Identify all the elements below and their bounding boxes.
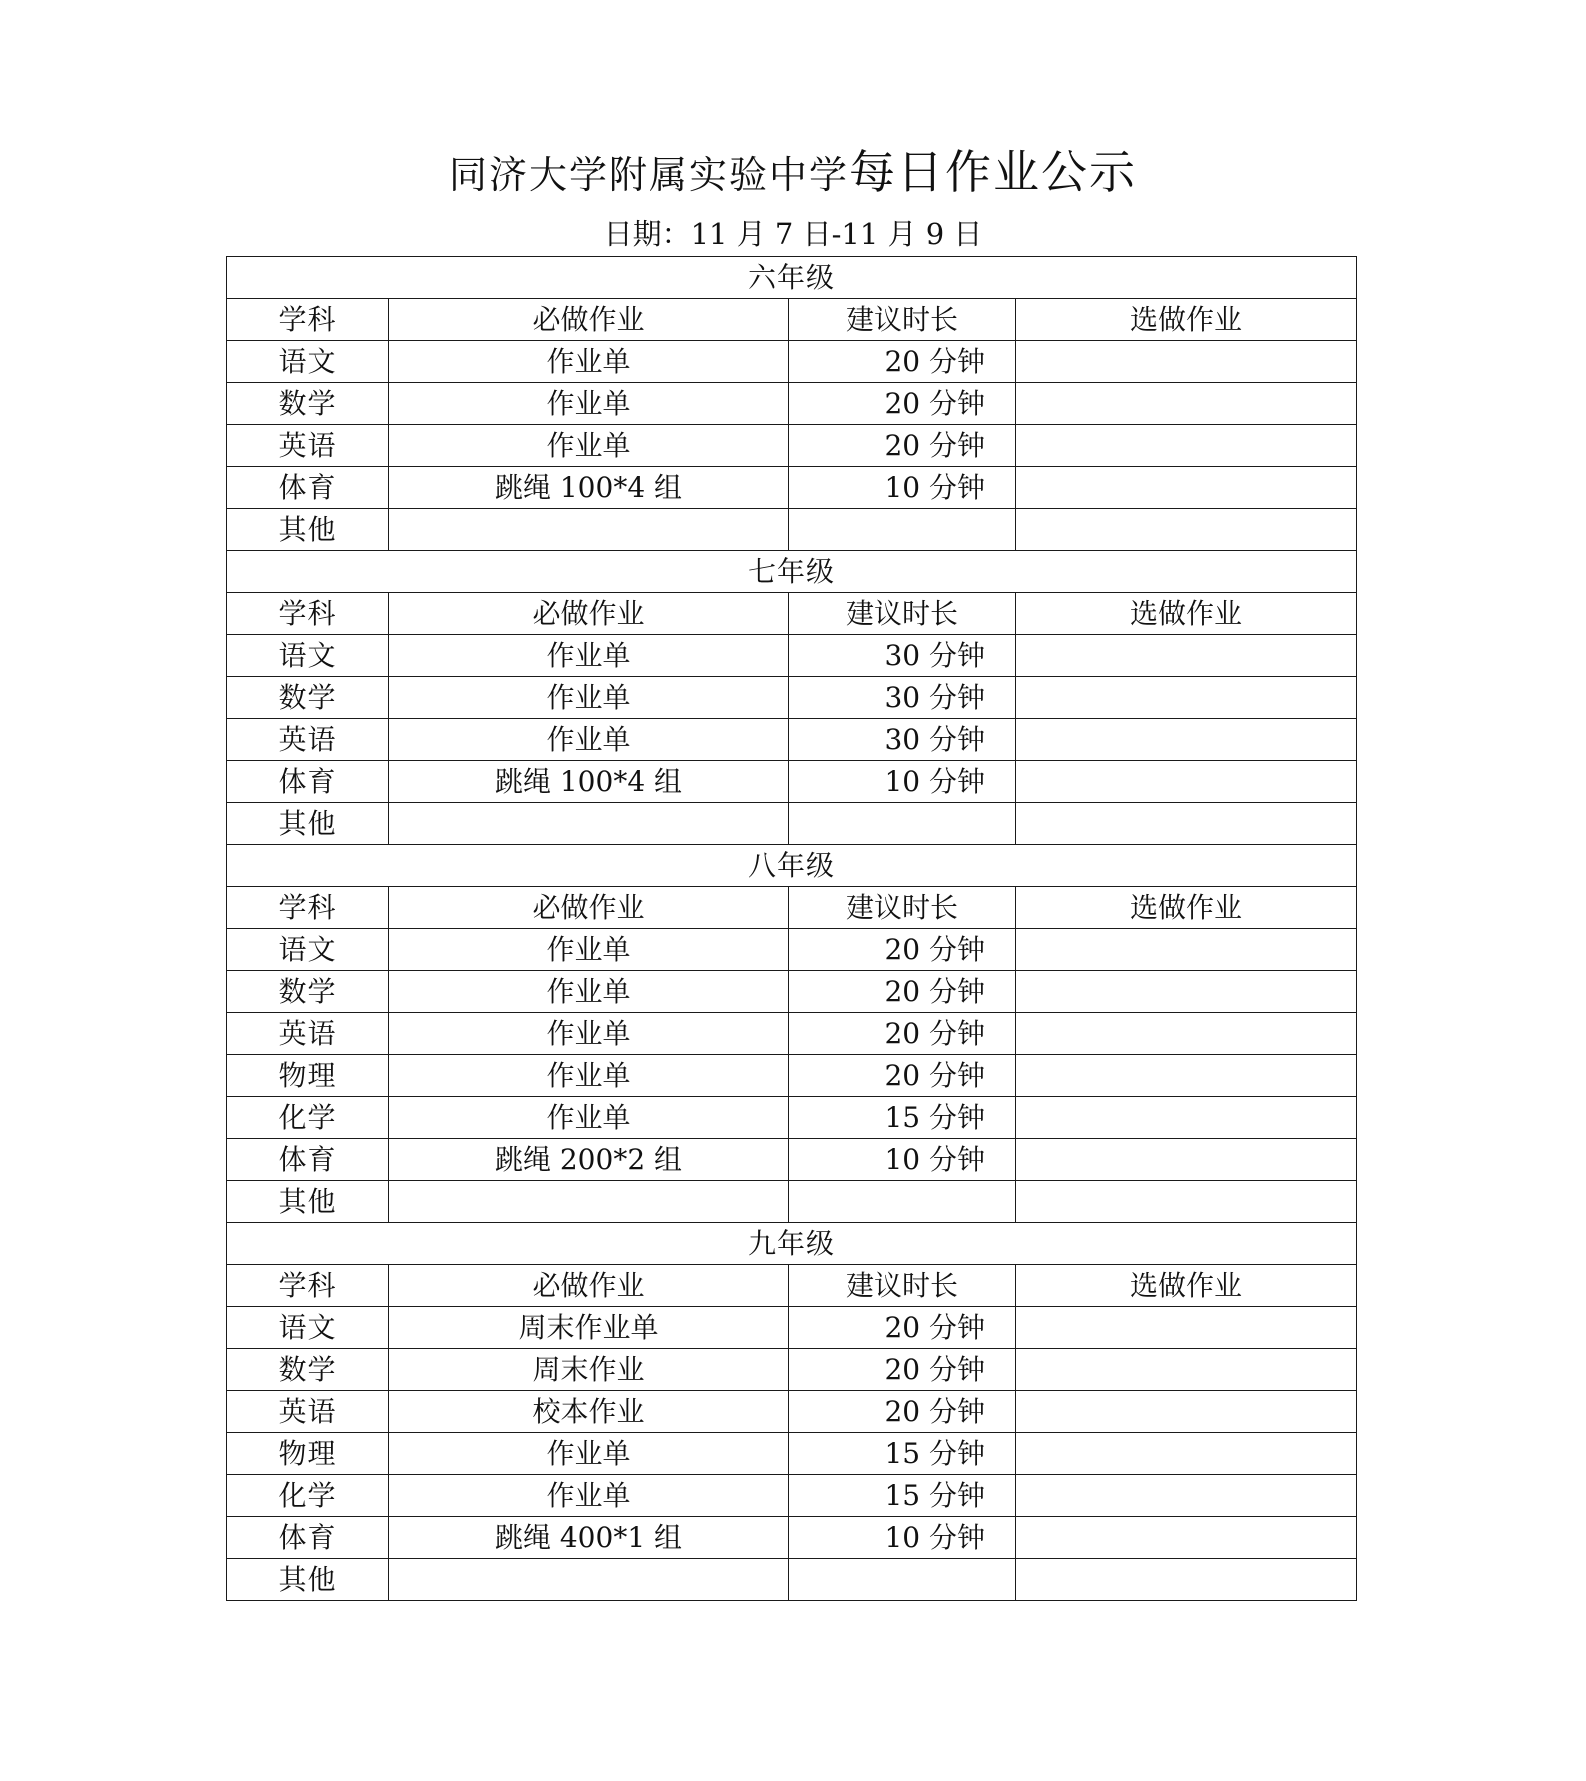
- header-optional: 选做作业: [1016, 1265, 1357, 1307]
- cell-required: 作业单: [389, 635, 789, 677]
- cell-required: 作业单: [389, 425, 789, 467]
- cell-subject: 体育: [227, 467, 389, 509]
- grade-heading: 六年级: [227, 257, 1357, 299]
- cell-optional: [1016, 425, 1357, 467]
- cell-duration: 15 分钟: [789, 1475, 1016, 1517]
- header-duration: 建议时长: [789, 593, 1016, 635]
- table-row: [227, 1475, 1357, 1517]
- header-duration: 建议时长: [789, 299, 1016, 341]
- cell-subject: 英语: [227, 1013, 389, 1055]
- header-duration: 建议时长: [789, 887, 1016, 929]
- grade-heading: 八年级: [227, 845, 1357, 887]
- table-row: [227, 1433, 1357, 1475]
- cell-required: [389, 1181, 789, 1223]
- grade-heading-row: [227, 551, 1357, 593]
- table-row: [227, 677, 1357, 719]
- cell-optional: [1016, 1349, 1357, 1391]
- cell-duration: [789, 1559, 1016, 1601]
- table-row: [227, 1139, 1357, 1181]
- cell-subject: 其他: [227, 1181, 389, 1223]
- column-header-row: [227, 1265, 1357, 1307]
- cell-duration: 20 分钟: [789, 1055, 1016, 1097]
- cell-subject: 体育: [227, 1139, 389, 1181]
- cell-required: 作业单: [389, 1055, 789, 1097]
- cell-duration: 20 分钟: [789, 1349, 1016, 1391]
- header-optional: 选做作业: [1016, 593, 1357, 635]
- cell-duration: 10 分钟: [789, 1139, 1016, 1181]
- grade-heading: 七年级: [227, 551, 1357, 593]
- cell-optional: [1016, 1097, 1357, 1139]
- cell-subject: 化学: [227, 1097, 389, 1139]
- cell-optional: [1016, 1391, 1357, 1433]
- cell-optional: [1016, 971, 1357, 1013]
- cell-optional: [1016, 929, 1357, 971]
- notice-title: 每日作业公示: [849, 145, 1137, 199]
- cell-duration: 10 分钟: [789, 467, 1016, 509]
- cell-duration: 20 分钟: [789, 1391, 1016, 1433]
- cell-required: [389, 803, 789, 845]
- header-subject: 学科: [227, 593, 389, 635]
- table-row: [227, 1055, 1357, 1097]
- cell-subject: 数学: [227, 971, 389, 1013]
- cell-optional: [1016, 467, 1357, 509]
- cell-subject: 数学: [227, 1349, 389, 1391]
- cell-optional: [1016, 1517, 1357, 1559]
- table-row: [227, 719, 1357, 761]
- table-row: [227, 1097, 1357, 1139]
- table-row: [227, 509, 1357, 551]
- grade-heading-row: [227, 1223, 1357, 1265]
- cell-required: 校本作业: [389, 1391, 789, 1433]
- cell-subject: 其他: [227, 1559, 389, 1601]
- cell-subject: 化学: [227, 1475, 389, 1517]
- header-required: 必做作业: [389, 299, 789, 341]
- page-title: [0, 142, 1586, 202]
- cell-required: [389, 1559, 789, 1601]
- column-header-row: [227, 593, 1357, 635]
- header-required: 必做作业: [389, 1265, 789, 1307]
- cell-required: 作业单: [389, 1013, 789, 1055]
- cell-optional: [1016, 1475, 1357, 1517]
- table-row: [227, 1307, 1357, 1349]
- grade-heading-row: [227, 257, 1357, 299]
- cell-duration: [789, 1181, 1016, 1223]
- cell-duration: 30 分钟: [789, 677, 1016, 719]
- cell-subject: 数学: [227, 677, 389, 719]
- cell-subject: 体育: [227, 761, 389, 803]
- cell-subject: 物理: [227, 1433, 389, 1475]
- cell-required: 作业单: [389, 929, 789, 971]
- cell-required: 跳绳 100*4 组: [389, 467, 789, 509]
- cell-optional: [1016, 1433, 1357, 1475]
- table-row: [227, 1391, 1357, 1433]
- header-optional: 选做作业: [1016, 887, 1357, 929]
- header-subject: 学科: [227, 1265, 389, 1307]
- header-subject: 学科: [227, 887, 389, 929]
- cell-subject: 英语: [227, 719, 389, 761]
- cell-duration: 20 分钟: [789, 425, 1016, 467]
- cell-subject: 体育: [227, 1517, 389, 1559]
- cell-required: 周末作业单: [389, 1307, 789, 1349]
- cell-required: 跳绳 200*2 组: [389, 1139, 789, 1181]
- cell-required: 作业单: [389, 677, 789, 719]
- cell-optional: [1016, 719, 1357, 761]
- date-range: 日期：11 月 7 日-11 月 9 日: [603, 217, 983, 251]
- table-row: [227, 1559, 1357, 1601]
- table-row: [227, 803, 1357, 845]
- header-optional: 选做作业: [1016, 299, 1357, 341]
- school-name: 同济大学附属实验中学: [448, 153, 849, 197]
- table-row: [227, 1181, 1357, 1223]
- cell-duration: 20 分钟: [789, 341, 1016, 383]
- cell-optional: [1016, 635, 1357, 677]
- cell-optional: [1016, 1559, 1357, 1601]
- cell-optional: [1016, 803, 1357, 845]
- cell-subject: 其他: [227, 509, 389, 551]
- cell-optional: [1016, 383, 1357, 425]
- table-row: [227, 341, 1357, 383]
- cell-required: 作业单: [389, 1475, 789, 1517]
- cell-subject: 语文: [227, 1307, 389, 1349]
- cell-optional: [1016, 1013, 1357, 1055]
- cell-optional: [1016, 1181, 1357, 1223]
- cell-optional: [1016, 761, 1357, 803]
- cell-required: [389, 509, 789, 551]
- cell-required: 作业单: [389, 1433, 789, 1475]
- table-row: [227, 929, 1357, 971]
- cell-subject: 语文: [227, 341, 389, 383]
- cell-subject: 语文: [227, 635, 389, 677]
- cell-subject: 其他: [227, 803, 389, 845]
- cell-duration: 10 分钟: [789, 1517, 1016, 1559]
- cell-duration: 30 分钟: [789, 635, 1016, 677]
- cell-required: 作业单: [389, 971, 789, 1013]
- cell-subject: 英语: [227, 1391, 389, 1433]
- grade-heading-row: [227, 845, 1357, 887]
- table-row: [227, 971, 1357, 1013]
- column-header-row: [227, 887, 1357, 929]
- cell-duration: 15 分钟: [789, 1097, 1016, 1139]
- cell-required: 作业单: [389, 383, 789, 425]
- cell-optional: [1016, 1055, 1357, 1097]
- homework-table: [226, 256, 1357, 1601]
- table-row: [227, 635, 1357, 677]
- table-row: [227, 1349, 1357, 1391]
- cell-optional: [1016, 341, 1357, 383]
- column-header-row: [227, 299, 1357, 341]
- cell-duration: 20 分钟: [789, 1013, 1016, 1055]
- table-row: [227, 467, 1357, 509]
- cell-subject: 数学: [227, 383, 389, 425]
- cell-subject: 语文: [227, 929, 389, 971]
- table-row: [227, 1517, 1357, 1559]
- cell-duration: 15 分钟: [789, 1433, 1016, 1475]
- table-row: [227, 1013, 1357, 1055]
- header-required: 必做作业: [389, 887, 789, 929]
- cell-required: 作业单: [389, 719, 789, 761]
- cell-duration: [789, 803, 1016, 845]
- cell-duration: 30 分钟: [789, 719, 1016, 761]
- cell-subject: 英语: [227, 425, 389, 467]
- cell-duration: 20 分钟: [789, 971, 1016, 1013]
- grade-heading: 九年级: [227, 1223, 1357, 1265]
- table-row: [227, 425, 1357, 467]
- cell-duration: 20 分钟: [789, 929, 1016, 971]
- table-row: [227, 761, 1357, 803]
- cell-duration: 10 分钟: [789, 761, 1016, 803]
- cell-duration: 20 分钟: [789, 383, 1016, 425]
- cell-optional: [1016, 509, 1357, 551]
- cell-required: 跳绳 400*1 组: [389, 1517, 789, 1559]
- cell-required: 作业单: [389, 341, 789, 383]
- table-row: [227, 383, 1357, 425]
- header-subject: 学科: [227, 299, 389, 341]
- cell-duration: [789, 509, 1016, 551]
- header-duration: 建议时长: [789, 1265, 1016, 1307]
- cell-required: 跳绳 100*4 组: [389, 761, 789, 803]
- cell-optional: [1016, 1139, 1357, 1181]
- header-required: 必做作业: [389, 593, 789, 635]
- cell-duration: 20 分钟: [789, 1307, 1016, 1349]
- cell-optional: [1016, 1307, 1357, 1349]
- cell-subject: 物理: [227, 1055, 389, 1097]
- cell-optional: [1016, 677, 1357, 719]
- cell-required: 作业单: [389, 1097, 789, 1139]
- cell-required: 周末作业: [389, 1349, 789, 1391]
